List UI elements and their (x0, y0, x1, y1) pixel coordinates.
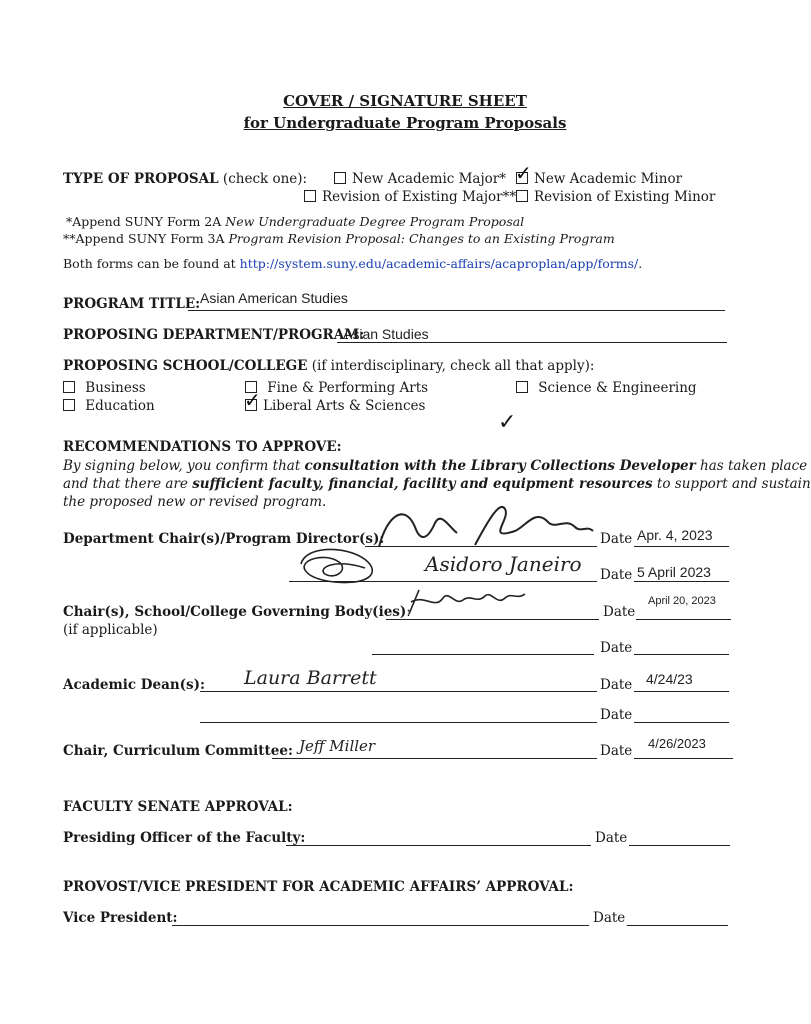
option-liberal-arts[interactable]: ✓ Liberal Arts & Sciences (244, 388, 426, 414)
provost-heading: PROVOST/VICE PRESIDENT FOR ACADEMIC AFFAIRS’ APPROVAL: (63, 879, 574, 895)
dean-label: Academic Dean(s): (63, 677, 206, 693)
governing-sig-line-2 (372, 654, 594, 655)
curriculum-sig-line (272, 758, 597, 759)
recommendations-heading: RECOMMENDATIONS TO APPROVE: (63, 439, 342, 455)
dean-sig-line-2 (200, 722, 597, 723)
date-label-vp: Date (593, 910, 626, 926)
vp-date-line (627, 925, 728, 926)
dean-signature: Laura Barrett (244, 667, 377, 689)
dean-date-1[interactable]: 4/24/23 (646, 671, 693, 687)
vp-sig-line (172, 925, 589, 926)
dept-chair-sig-line-2 (289, 581, 597, 582)
dept-chair-date-1[interactable]: Apr. 4, 2023 (637, 527, 713, 543)
checkbox-revision-minor[interactable] (516, 190, 528, 202)
curriculum-label: Chair, Curriculum Committee: (63, 743, 293, 759)
option-business[interactable]: Business (63, 380, 146, 396)
dept-chair-label: Department Chair(s)/Program Director(s): (63, 531, 385, 547)
dept-chair-scribble-signature (295, 544, 385, 586)
date-label-dean-2: Date (600, 707, 633, 723)
option-revision-minor[interactable]: Revision of Existing Minor (516, 189, 715, 205)
stray-checkmark-icon: ✓ (498, 410, 517, 435)
checkbox-new-minor[interactable] (515, 161, 532, 185)
dean-date-line-2 (634, 722, 729, 723)
recommendations-line-1: By signing below, you confirm that consultation with the Library Collections Developer has taken place (63, 458, 808, 474)
school-label: PROPOSING SCHOOL/COLLEGE (if interdisciplinary, check all that apply): (63, 358, 595, 374)
governing-date-1[interactable]: April 20, 2023 (648, 595, 716, 607)
governing-label: Chair(s), School/College Governing Body(ies): (63, 604, 411, 620)
curriculum-date[interactable]: 4/26/2023 (648, 736, 706, 751)
forms-link[interactable]: http://system.suny.edu/academic-affairs/acaproplan/app/forms/ (239, 256, 639, 271)
date-label-dept-1: Date (600, 531, 633, 547)
title-line-2: for Undergraduate Program Proposals (243, 114, 567, 132)
program-title-line (188, 310, 725, 311)
proposal-type-label: TYPE OF PROPOSAL (check one): (63, 171, 308, 187)
senate-date-line (629, 845, 730, 846)
dean-date-line-1 (634, 691, 729, 692)
checkmark-icon: ✓ (515, 161, 532, 185)
note-form-3a: **Append SUNY Form 3A Program Revision Proposal: Changes to an Existing Program (63, 231, 615, 246)
checkbox-science-engineering[interactable] (516, 381, 528, 393)
dept-chair-date-line-1 (634, 546, 729, 547)
checkbox-business[interactable] (63, 381, 75, 393)
presiding-officer-label: Presiding Officer of the Faculty: (63, 830, 306, 846)
curriculum-date-line (634, 758, 733, 759)
checkbox-education[interactable] (63, 399, 75, 411)
dept-chair-signature-1 (365, 497, 595, 557)
checkmark-icon: ✓ (244, 388, 261, 412)
senate-heading: FACULTY SENATE APPROVAL: (63, 799, 293, 815)
option-fine-arts[interactable]: Fine & Performing Arts (245, 380, 428, 396)
governing-hint: (if applicable) (63, 622, 158, 638)
recommendations-line-2: and that there are sufficient faculty, financial, facility and equipment resources to support and sustain (63, 476, 811, 492)
checkbox-revision-major[interactable] (304, 190, 316, 202)
note-form-2a: *Append SUNY Form 2A New Undergraduate Degree Program Proposal (66, 214, 525, 229)
dept-chair-date-line-2 (634, 581, 729, 582)
department-line (337, 342, 727, 343)
governing-date-line-2 (634, 654, 729, 655)
option-education[interactable]: Education (63, 398, 155, 414)
forms-location: Both forms can be found at http://system.suny.edu/academic-affairs/acaproplan/app/forms/. (63, 256, 643, 271)
option-new-minor[interactable]: ✓ New Academic Minor (515, 161, 683, 187)
dept-chair-date-2[interactable]: 5 April 2023 (637, 564, 711, 580)
presiding-sig-line (286, 845, 591, 846)
checkbox-new-major[interactable] (334, 172, 346, 184)
dean-sig-line-1 (200, 691, 597, 692)
date-label-governing-2: Date (600, 640, 633, 656)
option-science-engineering[interactable]: Science & Engineering (516, 380, 697, 396)
program-title-label: PROGRAM TITLE: (63, 296, 201, 312)
date-label-senate: Date (595, 830, 628, 846)
date-label-dean-1: Date (600, 677, 633, 693)
department-value[interactable]: Asian Studies (343, 326, 429, 342)
date-label-curriculum: Date (600, 743, 633, 759)
recommendations-line-3: the proposed new or revised program. (63, 494, 327, 510)
option-revision-major[interactable]: Revision of Existing Major** (304, 189, 516, 205)
checkbox-liberal-arts[interactable] (244, 388, 261, 412)
date-label-dept-2: Date (600, 567, 633, 583)
governing-sig-line-1 (386, 619, 599, 620)
governing-signature (405, 584, 530, 620)
dept-chair-signature-2: Asidoro Janeiro (425, 552, 582, 576)
title-line-1: COVER / SIGNATURE SHEET (283, 92, 527, 110)
date-label-governing-1: Date (603, 604, 636, 620)
option-new-major[interactable]: New Academic Major* (334, 171, 506, 187)
governing-date-line-1 (636, 619, 731, 620)
curriculum-signature: Jeff Miller (299, 737, 376, 755)
department-label: PROPOSING DEPARTMENT/PROGRAM: (63, 327, 365, 343)
vp-label: Vice President: (63, 910, 178, 926)
program-title-value[interactable]: Asian American Studies (200, 290, 348, 306)
